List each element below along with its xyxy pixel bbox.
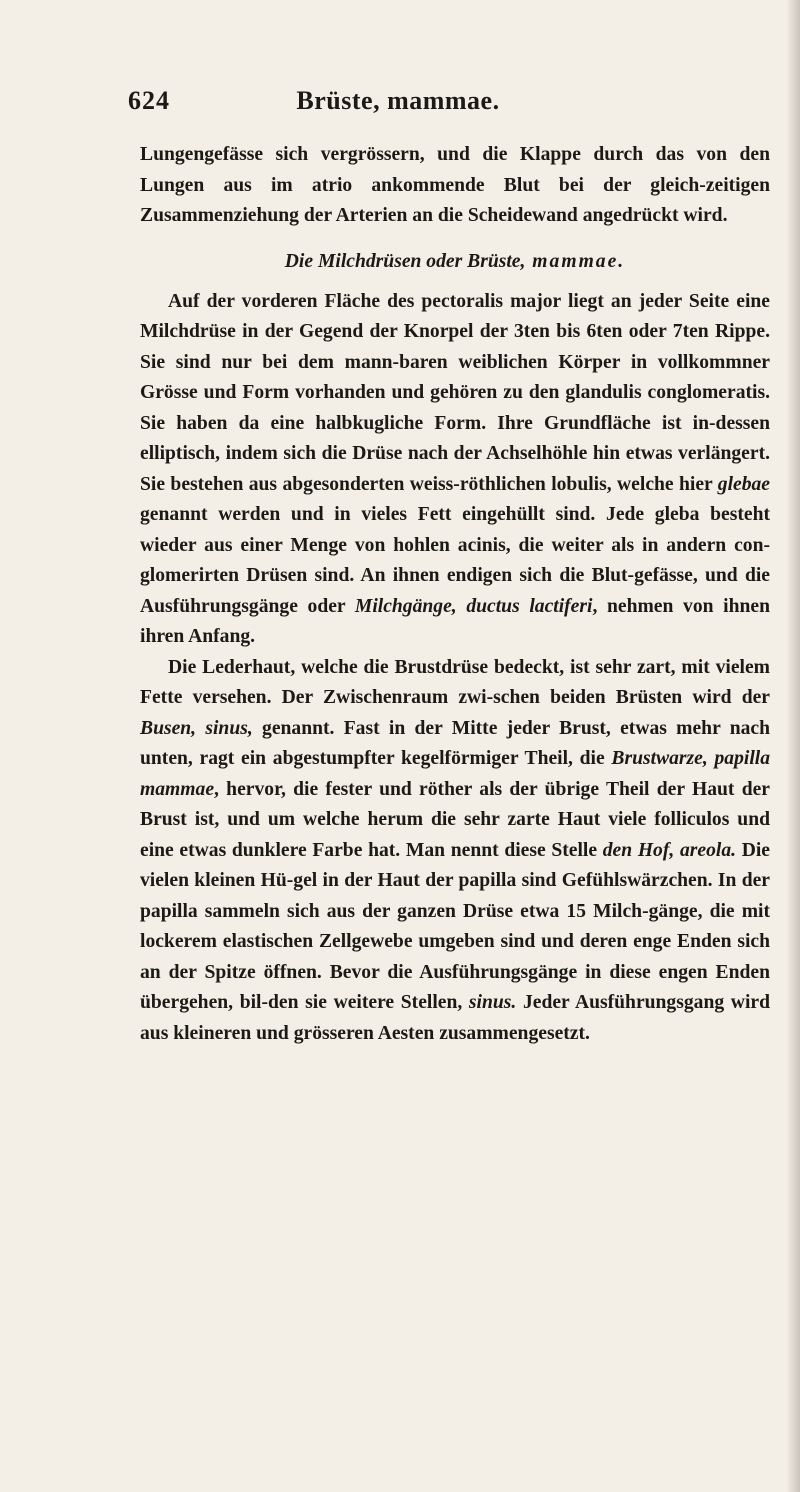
text-run: , hervor, die fester und röther als der übrige Theil der Haut der Brust ist, und um welche herum die sehr zarte Haut viele folliculos und eine etwas dunklere Farbe hat. Man nennt diese Stelle (140, 778, 770, 861)
paragraph-milchdruese (140, 287, 770, 653)
term-glebae: glebae (717, 473, 770, 495)
section-heading-latin: mammae. (525, 250, 626, 272)
term-sinus: sinus. (468, 992, 517, 1013)
paragraph-lungengefaesse: Lungengefässe sich vergrössern, und die Klappe durch das von den Lungen aus im atrio ankommende Blut bei der gleich-zeitigen Zusammenziehung der Arterien an die Scheidewand angedrückt wird. (140, 144, 770, 226)
page-number: 624 (128, 86, 170, 115)
text-run: Die Lederhaut, welche die Brustdrüse bedeckt, ist sehr zart, mit vielem Fette versehen. Der Zwischenraum zwi-schen beiden Brüsten wird der (140, 656, 770, 708)
text-run: Jeder Ausführungsgang wird aus kleineren und grösseren Aesten zusammengesetzt. (140, 992, 770, 1044)
section-heading-text: Die Milchdrüsen oder Brüste, (284, 250, 526, 272)
section-heading (140, 247, 770, 277)
text-run: , nehmen von ihnen ihren Anfang. (140, 595, 770, 647)
text-run: genannt. Fast in der Mitte jeder Brust, etwas mehr nach unten, ragt ein abgestumpfter kegelförmiger Theil, die (140, 717, 770, 769)
running-title: Brüste, mammae. (296, 86, 500, 115)
term-hof: den Hof, areola. (602, 839, 737, 861)
paragraph-lederhaut (140, 653, 770, 1050)
term-busen: Busen, sinus, (140, 717, 253, 739)
body-text (140, 140, 770, 1049)
term-milchgaenge: Milchgänge, ductus lactiferi (354, 595, 593, 617)
text-run: Auf der vorderen Fläche des pectoralis major liegt an jeder Seite eine Milchdrüse in der Gegend der Knorpel der 3ten bis 6ten oder 7ten Rippe. Sie sind nur bei dem mann-baren weiblichen Körper in vollkommner Grösse und Form vorhanden und gehören zu den glandulis conglomeratis. Sie haben da eine halbkugliche Form. Ihre Grundfläche ist in-dessen elliptisch, indem sich die Drüse nach der Achselhöhle hin etwas verlängert. Sie bestehen aus abgesonderten weiss-röthlichen lobulis, welche hier (140, 290, 770, 495)
page-edge-shadow (786, 0, 800, 1492)
text-run: Die vielen kleinen Hü-gel in der Haut der papilla sind Gefühlswärzchen. In der papilla sammeln sich aus der ganzen Drüse etwa 15 Milch-gänge, die mit lockerem elastischen Zellgewebe umgeben sind und deren enge Enden sich an der Spitze öffnen. Bevor die Ausführungsgänge in diese engen Enden übergehen, bil-den sie weitere Stellen, (140, 839, 770, 1013)
page-header (128, 86, 668, 126)
text-run: genannt werden und in vieles Fett eingehüllt sind. Jede gleba besteht wieder aus einer Menge von hohlen acinis, die weiter als in andern con-glomerirten Drüsen sind. An ihnen endigen sich die Blut-gefässe, und die Ausführungsgänge oder (140, 504, 770, 617)
term-brustwarze: Brustwarze, papilla mammae (140, 748, 770, 800)
